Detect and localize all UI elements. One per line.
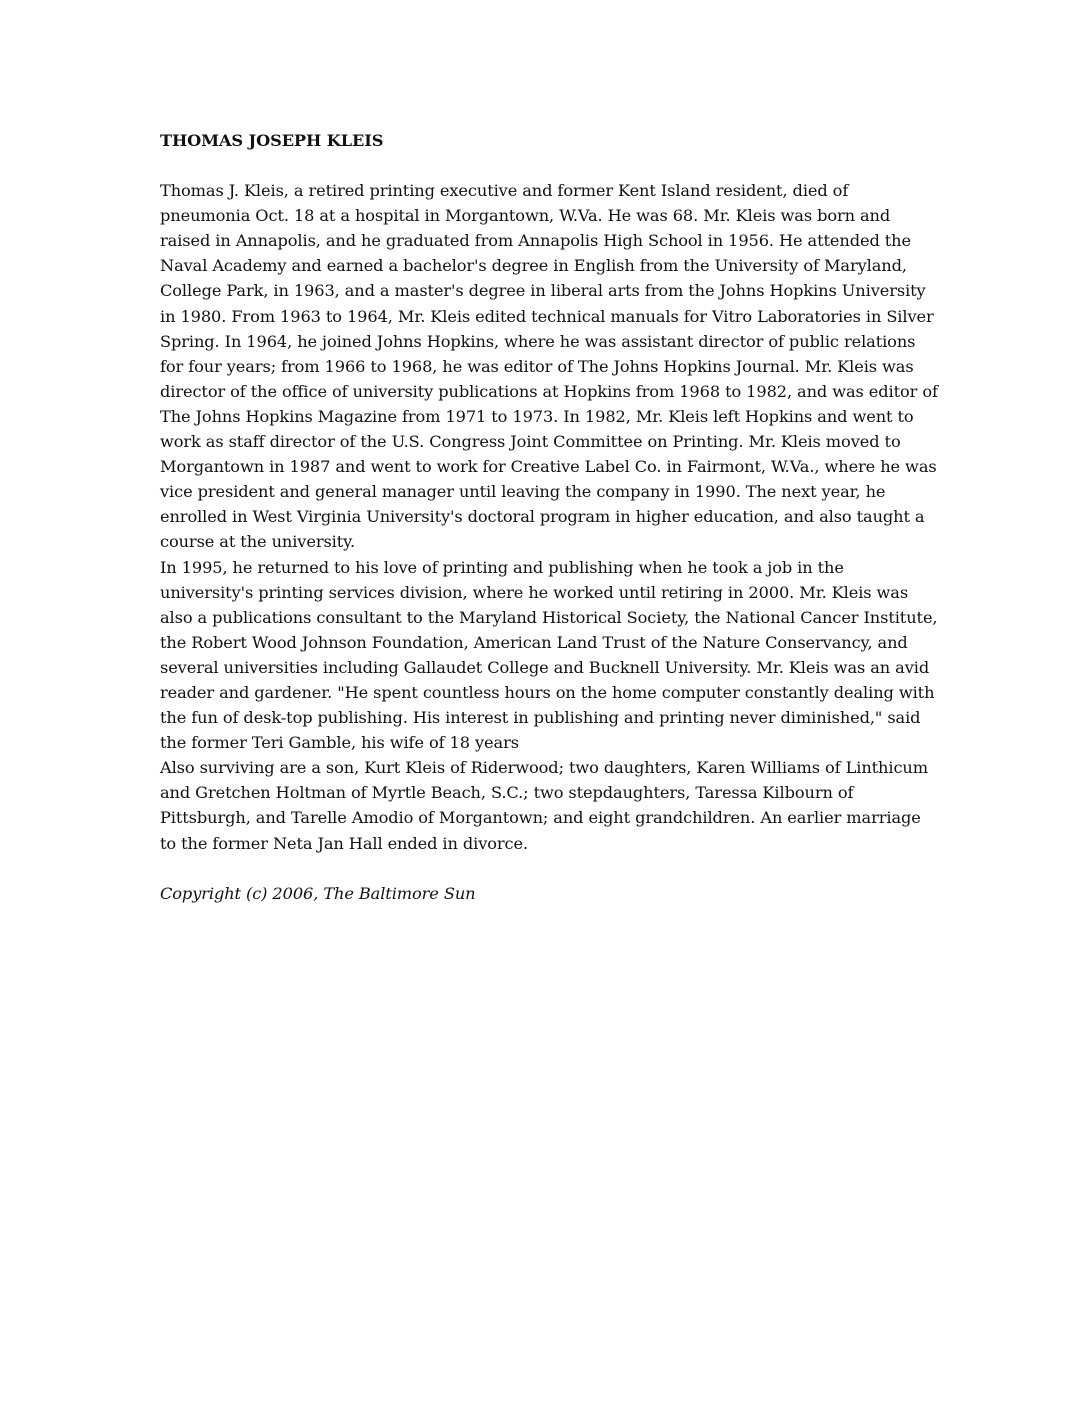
body-paragraph: Thomas J. Kleis, a retired printing executive and former Kent Island resident, died of pneumonia Oct. 18 at a hospital in Morgantown, W.Va. He was 68. Mr. Kleis was born and raised in Annapolis, and he graduated from Annapolis High School in 1956. He attended the Naval Academy and earned a bachelor's degree in English from the University of Maryland, College Park, in 1963, and a master's degree in liberal arts from the Johns Hopkins University in 1980. From 1963 to 1964, Mr. Kleis edited technical manuals for Vitro Laboratories in Silver Spring. In 1964, he joined Johns Hopkins, where he was assistant director of public relations for four years; from 1966 to 1968, he was editor of The Johns Hopkins Journal. Mr. Kleis was director of the office of university publications at Hopkins from 1968 to 1982, and was editor of The Johns Hopkins Magazine from 1971 to 1973. In 1982, Mr. Kleis left Hopkins and went to work as staff director of the U.S. Congress Joint Committee on Printing. Mr. Kleis moved to Morgantown in 1987 and went to work for Creative Label Co. in Fairmont, W.Va., where he was vice president and general manager until leaving the company in 1990. The next year, he enrolled in West Virginia University's doctoral program in higher education, and also taught a course at the university. [160,181,938,552]
copyright-notice: Copyright (c) 2006, The Baltimore Sun [160,883,476,903]
document-body [160,128,940,906]
document-title: THOMAS JOSEPH KLEIS [160,131,384,150]
body-paragraph: In 1995, he returned to his love of printing and publishing when he took a job in the university's printing services division, where he worked until retiring in 2000. Mr. Kleis was also a publications consultant to the Maryland Historical Society, the National Cancer Institute, the Robert Wood Johnson Foundation, American Land Trust of the Nature Conservancy, and several universities including Gallaudet College and Bucknell University. Mr. Kleis was an avid reader and gardener. "He spent countless hours on the home computer constantly dealing with the fun of desk-top publishing. His interest in publishing and printing never diminished," said the former Teri Gamble, his wife of 18 years [160,557,938,753]
body-paragraph: Also surviving are a son, Kurt Kleis of Riderwood; two daughters, Karen Williams of Linthicum and Gretchen Holtman of Myrtle Beach, S.C.; two stepdaughters, Taressa Kilbourn of Pittsburgh, and Tarelle Amodio of Morgantown; and eight grandchildren. An earlier marriage to the former Neta Jan Hall ended in divorce. [160,758,928,853]
